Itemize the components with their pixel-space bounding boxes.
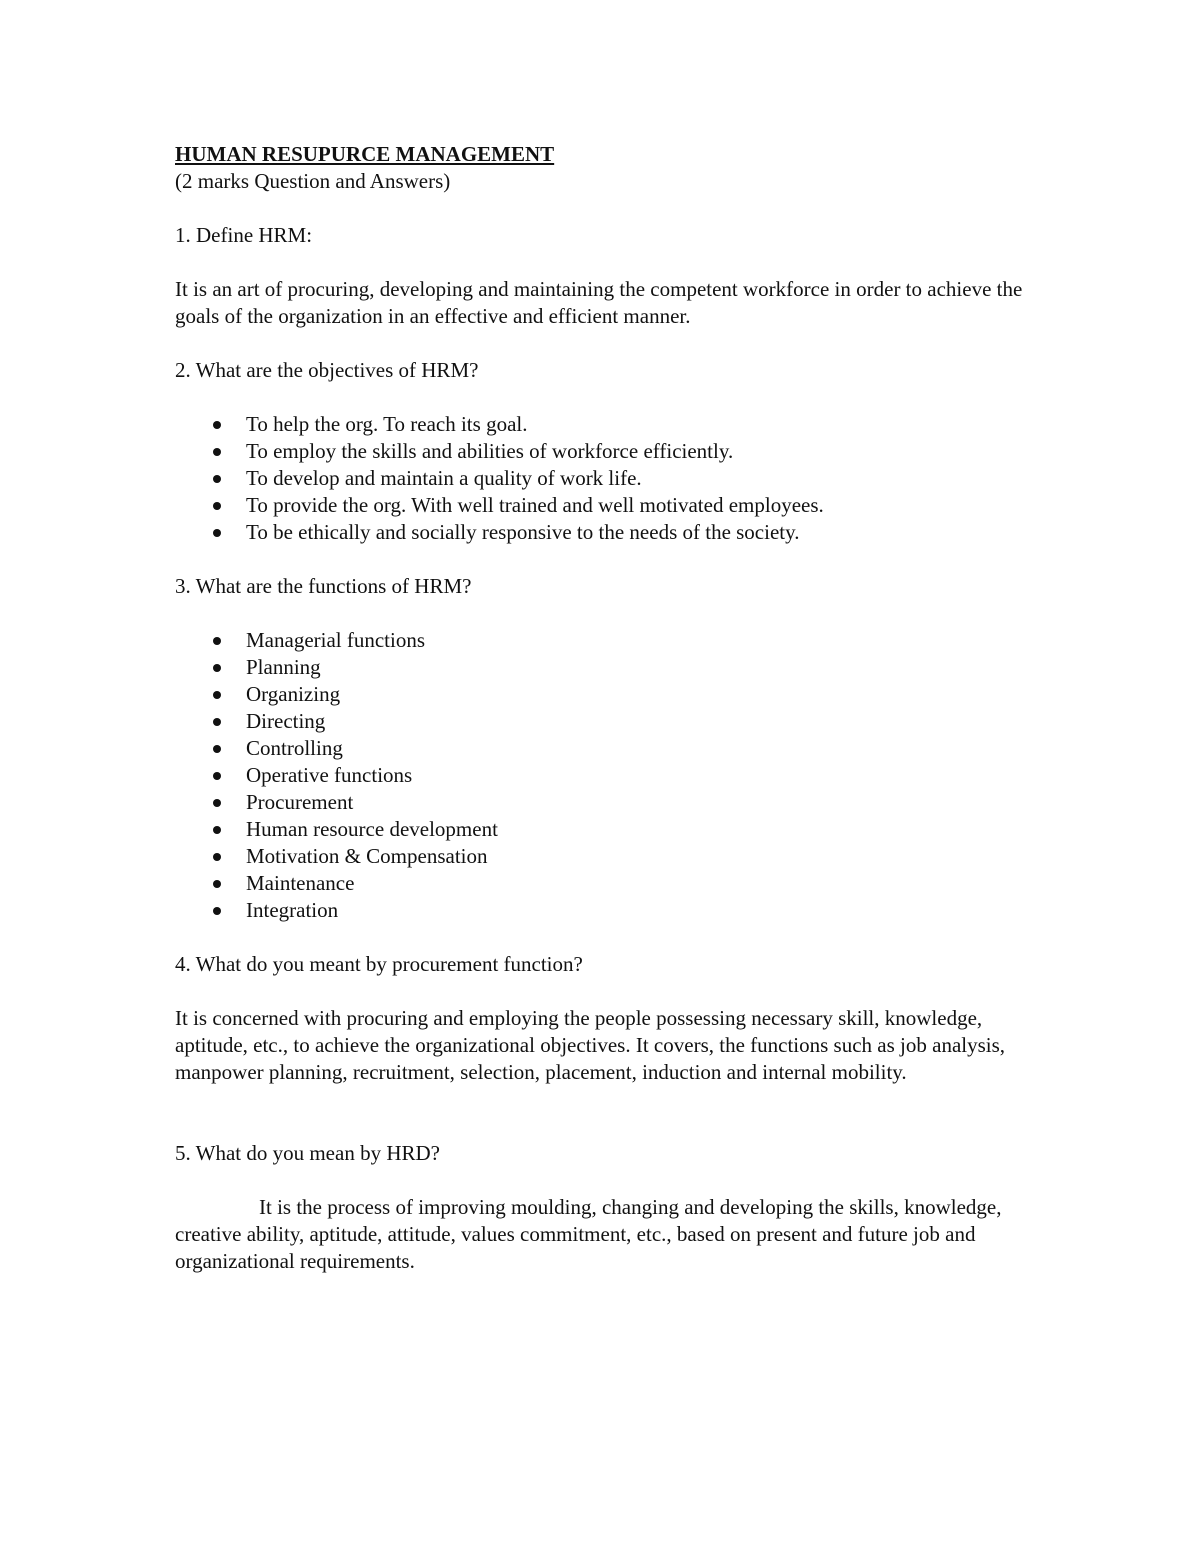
list-item: To provide the org. With well trained and well motivated employees. [246,492,1035,519]
list-item: Organizing [246,681,1035,708]
list-item: To be ethically and socially responsive to the needs of the society. [246,519,1035,546]
question-1: 1. Define HRM: [175,223,313,247]
list-item: Motivation & Compensation [246,843,1035,870]
list-item: Directing [246,708,1035,735]
question-3: 3. What are the functions of HRM? [175,574,472,598]
document-title: HUMAN RESUPURCE MANAGEMENT [175,142,555,166]
answer-5: It is the process of improving moulding, changing and developing the skills, knowledge, creative ability, aptitude, attitude, values commitment, etc., based on present and future job and organizational requirements. [175,1195,1002,1273]
document-page [175,141,1035,1275]
document-subtitle: (2 marks Question and Answers) [175,169,451,193]
list-item: To develop and maintain a quality of work life. [246,465,1035,492]
list-item: Procurement [246,789,1035,816]
list-item: To help the org. To reach its goal. [246,411,1035,438]
question-5: 5. What do you mean by HRD? [175,1141,440,1165]
question-4: 4. What do you meant by procurement function? [175,952,583,976]
question-2: 2. What are the objectives of HRM? [175,358,479,382]
list-item: Managerial functions [246,627,1035,654]
answer-1: It is an art of procuring, developing and maintaining the competent workforce in order to achieve the goals of the organization in an effective and efficient manner. [175,277,1023,328]
list-item: Integration [246,897,1035,924]
functions-list [175,627,1035,924]
list-item: To employ the skills and abilities of workforce efficiently. [246,438,1035,465]
list-item: Human resource development [246,816,1035,843]
list-item: Controlling [246,735,1035,762]
list-item: Operative functions [246,762,1035,789]
answer-4: It is concerned with procuring and employing the people possessing necessary skill, knowledge, aptitude, etc., to achieve the organizational objectives. It covers, the functions such as job analysis, manpower planning, recruitment, selection, placement, induction and internal mobility. [175,1006,1006,1084]
list-item: Maintenance [246,870,1035,897]
list-item: Planning [246,654,1035,681]
objectives-list [175,411,1035,546]
